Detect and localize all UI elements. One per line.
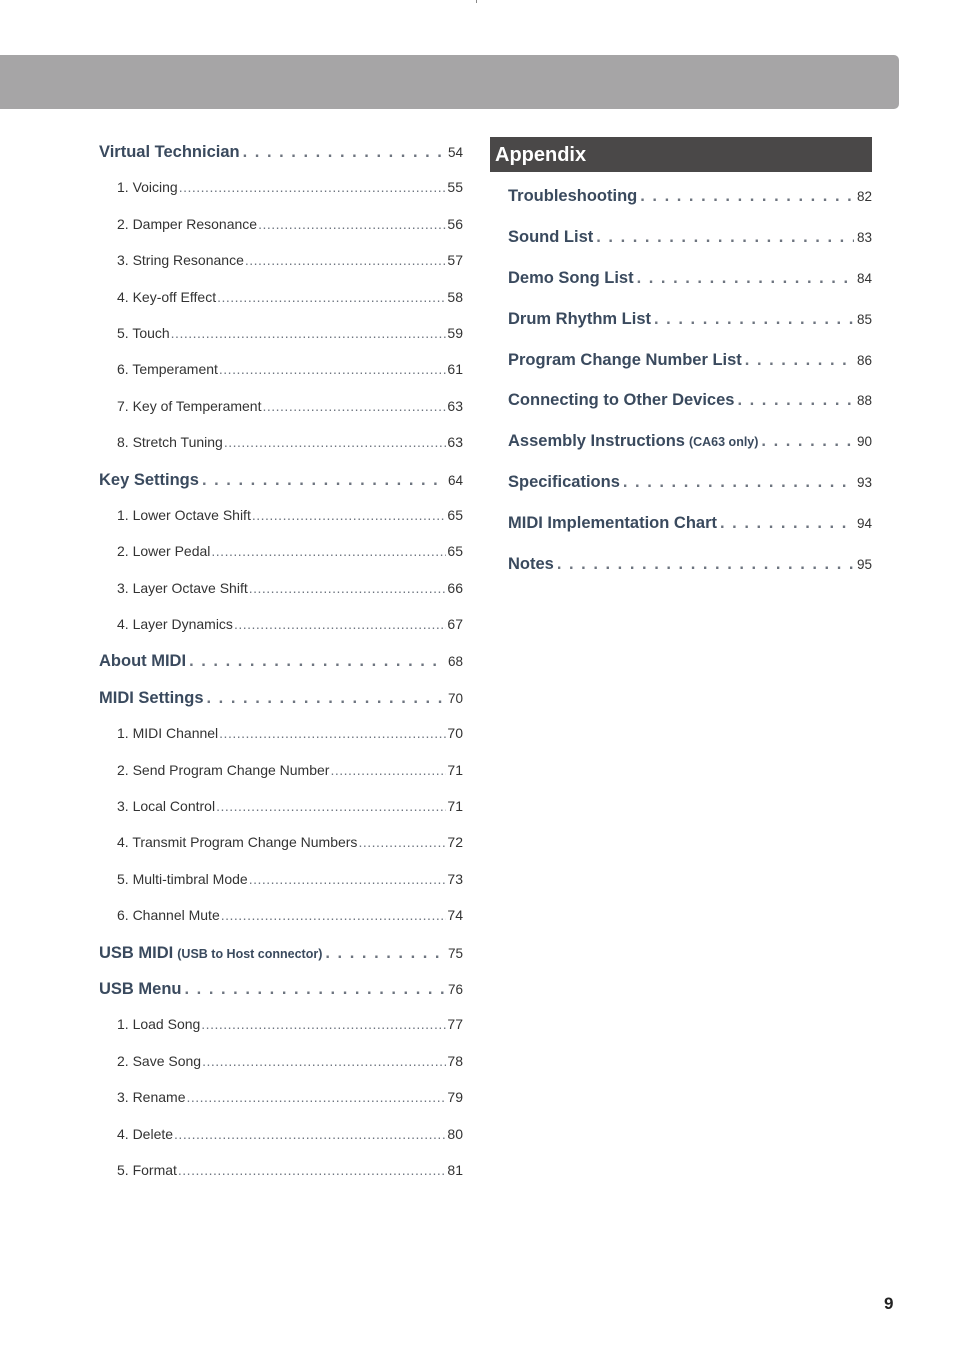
- toc-entry-title: [117, 179, 178, 195]
- toc-page-number: 81: [447, 1161, 463, 1178]
- toc-page-number: 84: [856, 270, 872, 286]
- toc-section-entry[interactable]: [508, 260, 872, 301]
- toc-page-number: 59: [447, 324, 463, 341]
- toc-page-number: 72: [447, 834, 463, 851]
- toc-leader-dots: [745, 351, 854, 370]
- toc-entry-title: [117, 616, 233, 632]
- toc-entry-title: [117, 543, 210, 559]
- toc-leader-dots: [557, 555, 854, 574]
- toc-subsection-entry[interactable]: [99, 502, 463, 538]
- toc-entry-title: [117, 325, 170, 341]
- toc-section-entry[interactable]: [508, 505, 872, 546]
- toc-entry-title: [99, 689, 204, 708]
- toc-subsection-entry[interactable]: [99, 720, 463, 756]
- toc-subsection-entry[interactable]: [99, 1121, 463, 1157]
- toc-section-entry[interactable]: [99, 939, 463, 975]
- toc-section-entry[interactable]: [508, 464, 872, 505]
- toc-leader-dots: [219, 361, 447, 377]
- toc-page-number: 66: [447, 579, 463, 596]
- toc-entry-title: [508, 310, 651, 329]
- toc-entry-title-text: 1. MIDI Channel: [117, 725, 219, 742]
- toc-leader-dots: [720, 514, 854, 533]
- toc-section-entry[interactable]: [508, 178, 872, 219]
- toc-section-entry[interactable]: [99, 975, 463, 1011]
- toc-entry-title: [117, 907, 220, 923]
- toc-leader-dots: [178, 1162, 447, 1178]
- toc-entry-title: [99, 143, 240, 162]
- toc-subsection-entry[interactable]: [99, 211, 463, 247]
- toc-leader-dots: [737, 391, 854, 410]
- toc-entry-note: (USB to Host connector): [177, 946, 323, 961]
- toc-leader-dots: [761, 432, 854, 451]
- toc-subsection-entry[interactable]: [99, 284, 463, 320]
- toc-entry-title-text: Program Change Number List: [508, 350, 742, 369]
- toc-page-number: 75: [447, 945, 463, 961]
- toc-page-number: 65: [447, 543, 463, 560]
- toc-leader-dots: [249, 871, 447, 887]
- toc-page-number: 82: [856, 189, 872, 204]
- toc-subsection-entry[interactable]: [99, 538, 463, 574]
- toc-right-column: [490, 137, 872, 587]
- toc-entry-title: [117, 580, 248, 596]
- toc-entry-title-text: Drum Rhythm List: [508, 309, 652, 328]
- toc-page-number: 83: [856, 229, 872, 245]
- toc-section-entry[interactable]: [508, 301, 872, 342]
- toc-entry-title: [117, 1053, 201, 1069]
- toc-entry-title: [117, 762, 329, 778]
- toc-subsection-entry[interactable]: [99, 247, 463, 283]
- toc-entry-title-text: Connecting to Other Devices: [508, 391, 735, 410]
- toc-subsection-entry[interactable]: [99, 829, 463, 865]
- toc-entry-title: [117, 725, 218, 741]
- toc-entry-title: [117, 216, 257, 232]
- toc-entry-title: [117, 1162, 177, 1178]
- toc-page-number: 54: [447, 145, 463, 160]
- toc-entry-title-text: 6. Temperament: [117, 361, 218, 378]
- toc-leader-dots: [186, 1089, 446, 1105]
- toc-entry-title-text: 1. Lower Octave Shift: [117, 506, 251, 523]
- toc-leader-dots: [224, 434, 447, 450]
- toc-leader-dots: [189, 652, 445, 671]
- toc-entry-title: [117, 1089, 185, 1105]
- toc-leader-dots: [221, 907, 447, 923]
- toc-entry-title-text: 6. Channel Mute: [117, 907, 220, 924]
- toc-page-number: 73: [447, 870, 463, 887]
- toc-section-entry[interactable]: [508, 546, 872, 587]
- toc-page-number: 57: [447, 252, 463, 269]
- toc-page-number: 80: [447, 1125, 463, 1142]
- toc-entry-title: [508, 391, 734, 410]
- toc-entry-title: [117, 1126, 173, 1142]
- toc-entry-title: [117, 871, 248, 887]
- toc-entry-title-text: MIDI Settings: [99, 688, 204, 707]
- toc-left-column: [99, 138, 463, 1193]
- toc-subsection-entry[interactable]: [99, 174, 463, 210]
- toc-entry-title-text: 2. Damper Resonance: [117, 215, 258, 232]
- toc-page-number: 85: [856, 311, 872, 327]
- toc-entry-title-text: 1. Load Song: [117, 1016, 201, 1033]
- toc-page-number: 78: [447, 1052, 463, 1069]
- toc-entry-title: [508, 432, 758, 451]
- toc-entry-title-text: 4. Key-off Effect: [117, 288, 217, 305]
- toc-subsection-entry[interactable]: [99, 1011, 463, 1047]
- toc-entry-title-text: Key Settings: [99, 470, 199, 489]
- toc-leader-dots: [216, 798, 446, 814]
- toc-leader-dots: [245, 252, 447, 268]
- toc-subsection-entry[interactable]: [99, 429, 463, 465]
- toc-entry-title-text: 4. Transmit Program Change Numbers: [117, 834, 358, 851]
- toc-entry-title-text: 2. Lower Pedal: [117, 543, 211, 560]
- toc-leader-dots: [174, 1126, 446, 1142]
- toc-entry-title-text: 5. Touch: [117, 324, 170, 341]
- toc-page-number: 56: [447, 215, 463, 232]
- toc-entry-title: [99, 980, 182, 999]
- toc-leader-dots: [252, 507, 447, 523]
- toc-entry-title: [508, 514, 717, 533]
- toc-leader-dots: [179, 179, 447, 195]
- crop-mark: [476, 0, 477, 3]
- toc-entry-title-text: 3. Local Control: [117, 798, 216, 815]
- toc-page-number: 77: [447, 1016, 463, 1033]
- toc-entry-title: [117, 798, 215, 814]
- toc-leader-dots: [202, 471, 445, 490]
- toc-leader-dots: [201, 1016, 446, 1032]
- toc-page-number: 68: [447, 654, 463, 670]
- toc-entry-title: [117, 289, 216, 305]
- toc-entry-title-text: Virtual Technician: [99, 143, 240, 161]
- toc-entry-title-text: 2. Send Program Change Number: [117, 761, 330, 778]
- toc-entry-title-text: 1. Voicing: [117, 179, 178, 196]
- toc-entry-title: [508, 187, 637, 206]
- toc-subsection-entry[interactable]: [99, 393, 463, 429]
- toc-subsection-entry[interactable]: [99, 793, 463, 829]
- toc-leader-dots: [202, 1053, 446, 1069]
- header-bar: [0, 55, 899, 109]
- toc-page-number: 65: [447, 506, 463, 523]
- toc-entry-title: [508, 269, 634, 288]
- appendix-list: [490, 172, 872, 587]
- toc-entry-title: [508, 555, 554, 574]
- toc-leader-dots: [640, 187, 854, 206]
- toc-page-number: 93: [856, 475, 872, 491]
- toc-entry-title-text: Notes: [508, 555, 554, 574]
- toc-leader-dots: [249, 580, 447, 596]
- toc-entry-title-text: 7. Key of Temperament: [117, 397, 262, 414]
- toc-page-number: 58: [447, 288, 463, 305]
- toc-subsection-entry[interactable]: [99, 356, 463, 392]
- toc-section-entry[interactable]: [508, 342, 872, 383]
- toc-entry-title-text: About MIDI: [99, 652, 187, 671]
- toc-entry-title-text: Troubleshooting: [508, 187, 638, 205]
- toc-page-number: 79: [447, 1089, 463, 1106]
- toc-entry-title: [117, 361, 218, 377]
- toc-page-number: 86: [856, 352, 872, 368]
- toc-leader-dots: [325, 944, 445, 963]
- toc-subsection-entry[interactable]: [99, 1048, 463, 1084]
- toc-entry-title-text: 2. Save Song: [117, 1052, 202, 1069]
- toc-page-number: 70: [447, 690, 463, 706]
- toc-subsection-entry[interactable]: [99, 611, 463, 647]
- toc-entry-title-text: 4. Layer Dynamics: [117, 616, 233, 633]
- toc-page-number: 71: [447, 798, 463, 815]
- toc-entry-title: [99, 471, 199, 490]
- toc-entry-title-text: Demo Song List: [508, 268, 634, 287]
- toc-page-number: 63: [447, 434, 463, 451]
- toc-entry-title: [117, 434, 223, 450]
- toc-entry-title-text: Specifications: [508, 473, 620, 492]
- appendix-header: Appendix: [490, 137, 872, 172]
- toc-leader-dots: [654, 310, 854, 329]
- toc-page-number: 90: [856, 434, 872, 450]
- toc-page-number: 70: [447, 725, 463, 742]
- toc-leader-dots: [258, 216, 446, 232]
- toc-entry-title-text: Sound List: [508, 227, 594, 246]
- toc-entry-title: [508, 228, 593, 247]
- toc-leader-dots: [207, 689, 445, 708]
- toc-entry-title: [117, 1016, 200, 1032]
- toc-page-number: 67: [447, 616, 463, 633]
- toc-entry-title-text: 3. String Resonance: [117, 252, 244, 269]
- toc-leader-dots: [243, 143, 445, 162]
- toc-leader-dots: [171, 325, 447, 341]
- toc-entry-title: [117, 507, 251, 523]
- toc-section-entry[interactable]: [99, 684, 463, 720]
- toc-leader-dots: [596, 228, 854, 247]
- toc-entry-title-text: 3. Rename: [117, 1089, 186, 1106]
- toc-entry-title: [117, 834, 357, 850]
- toc-leader-dots: [234, 616, 446, 632]
- toc-page-number: 71: [447, 761, 463, 778]
- toc-section-entry[interactable]: [508, 382, 872, 423]
- toc-section-entry[interactable]: [508, 219, 872, 260]
- toc-leader-dots: [358, 834, 446, 850]
- toc-entry-title: [99, 652, 186, 671]
- toc-entry-title-text: USB MIDI: [99, 943, 174, 962]
- toc-entry-title: [99, 944, 322, 963]
- toc-page-number: 74: [447, 907, 463, 924]
- toc-entry-title-text: 4. Delete: [117, 1125, 174, 1142]
- page-number: 9: [884, 1294, 894, 1313]
- toc-leader-dots: [637, 269, 854, 288]
- toc-leader-dots: [219, 725, 446, 741]
- toc-entry-title-text: 3. Layer Octave Shift: [117, 579, 248, 596]
- toc-section-entry[interactable]: [99, 466, 463, 502]
- toc-page-number: 94: [856, 516, 872, 532]
- toc-subsection-entry[interactable]: [99, 902, 463, 938]
- toc-leader-dots: [330, 762, 446, 778]
- toc-section-entry[interactable]: [99, 647, 463, 683]
- toc-entry-title: [117, 398, 261, 414]
- toc-entry-title: [508, 473, 620, 492]
- toc-entry-title-text: 5. Multi-timbral Mode: [117, 870, 248, 887]
- toc-leader-dots: [623, 473, 854, 492]
- toc-entry-title-text: MIDI Implementation Chart: [508, 514, 718, 533]
- toc-section-entry[interactable]: [508, 423, 872, 464]
- toc-entry-note: (CA63 only): [688, 435, 759, 450]
- toc-page-number: 63: [447, 397, 463, 414]
- toc-page-number: 61: [447, 361, 463, 378]
- toc-subsection-entry[interactable]: [99, 575, 463, 611]
- toc-entry-title: [117, 252, 244, 268]
- toc-entry-title: [508, 351, 742, 370]
- toc-page-number: 95: [856, 557, 872, 573]
- toc-subsection-entry[interactable]: [99, 320, 463, 356]
- toc-leader-dots: [217, 289, 446, 305]
- toc-leader-dots: [211, 543, 446, 559]
- toc-page-number: 64: [447, 472, 463, 488]
- toc-page-number: 76: [447, 981, 463, 997]
- toc-subsection-entry[interactable]: [99, 866, 463, 902]
- toc-subsection-entry[interactable]: [99, 1157, 463, 1193]
- toc-section-entry[interactable]: [99, 138, 463, 174]
- toc-leader-dots: [185, 980, 445, 999]
- toc-entry-title-text: 8. Stretch Tuning: [117, 434, 223, 451]
- toc-subsection-entry[interactable]: [99, 1084, 463, 1120]
- toc-leader-dots: [262, 398, 446, 414]
- toc-entry-title-text: 5. Format: [117, 1161, 177, 1178]
- toc-entry-title-text: Assembly Instructions: [508, 432, 685, 451]
- toc-page-number: 88: [856, 393, 872, 409]
- toc-entry-title-text: USB Menu: [99, 979, 182, 998]
- toc-subsection-entry[interactable]: [99, 757, 463, 793]
- toc-page-number: 55: [447, 179, 463, 196]
